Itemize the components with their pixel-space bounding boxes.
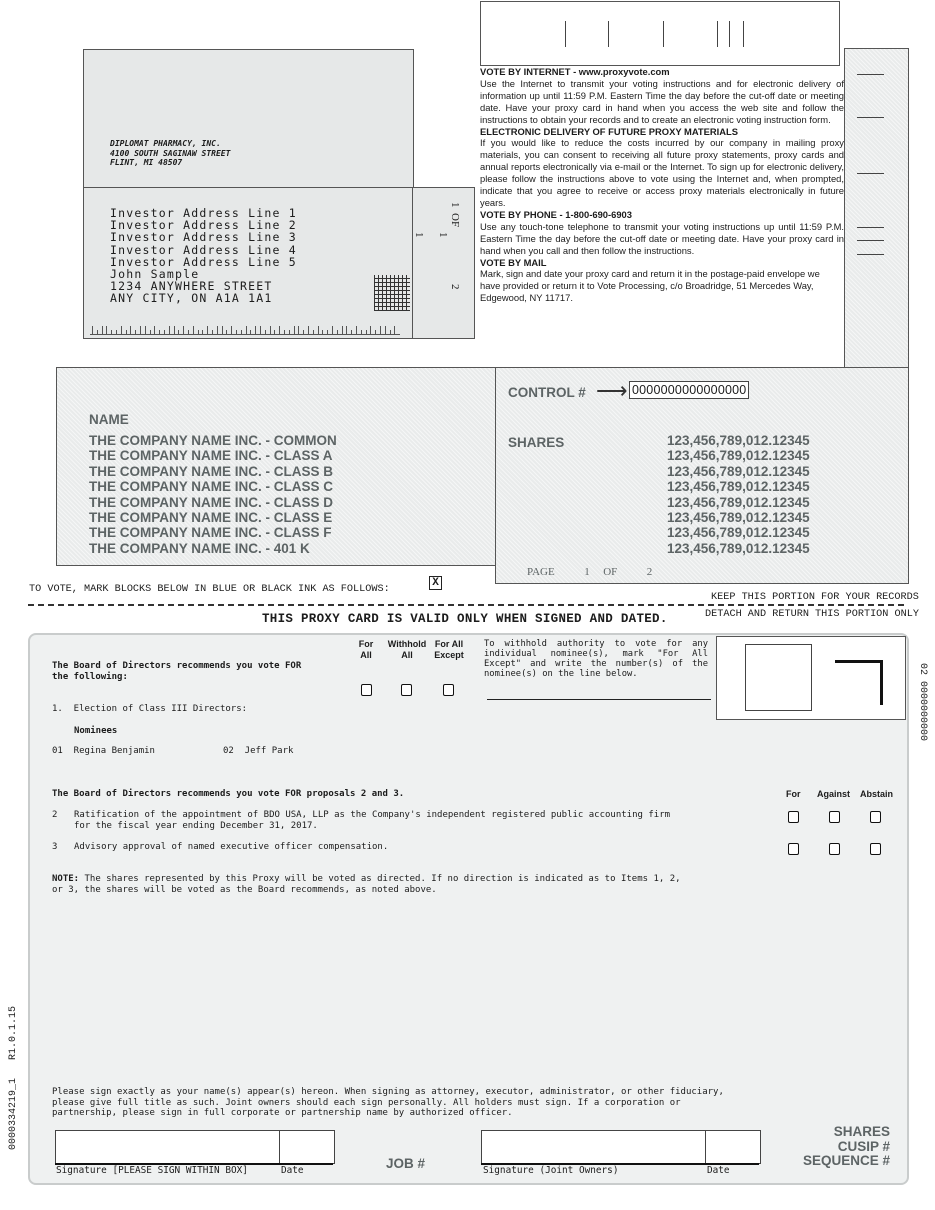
barcode-bar <box>92 326 93 334</box>
nominee-2: 02 Jeff Park <box>223 746 294 756</box>
pager-side-text-2 <box>437 232 449 238</box>
barcode-bar <box>116 330 117 334</box>
footer-shares: SHARES <box>833 1124 890 1139</box>
mail-vote-body: Mark, sign and date your proxy card and return it in the postage-paid envelope we have provided or return it to Vote Processing, c/o Broadridge, 51 Mercedes Way, Edgewood, NY 11717. <box>480 268 820 304</box>
barcode-bar <box>164 330 165 334</box>
pager-side-c: 1 <box>413 232 425 238</box>
barcode-box <box>716 636 906 720</box>
board-recommends-2: The Board of Directors recommends you vote FOR proposals 2 and 3. <box>52 789 405 799</box>
barcode-bar <box>356 326 357 334</box>
item2-abstain-checkbox[interactable] <box>870 811 881 823</box>
company-name: THE COMPANY NAME INC. - COMMON <box>89 433 337 448</box>
company-list <box>89 433 337 556</box>
barcode-bar <box>327 330 328 334</box>
item3-number: 3 <box>52 842 58 852</box>
nominee-1: 01 Regina Benjamin <box>52 746 155 756</box>
barcode-bar <box>246 326 247 334</box>
date-label: Date <box>281 1165 304 1176</box>
barcode-bar <box>236 330 237 334</box>
side-code: 02 0000000000 <box>917 663 928 742</box>
barcode-bar <box>198 330 199 334</box>
sender-panel <box>83 49 414 189</box>
barcode-bar <box>140 326 141 334</box>
page-indicator <box>527 566 652 578</box>
shares-list <box>667 433 810 556</box>
valid-notice: THIS PROXY CARD IS VALID ONLY WHEN SIGNED AND DATED. <box>262 612 668 626</box>
board-recommends-1: The Board of Directors recommends you vote FOR the following: <box>52 661 302 682</box>
barcode-bar <box>289 330 290 334</box>
barcode-bar <box>250 330 251 334</box>
barcode-bar <box>135 330 136 334</box>
left-code: 0000334219_1 R1.0.1.15 <box>8 1006 19 1151</box>
item3-against-checkbox[interactable] <box>829 843 840 855</box>
postal-barcode <box>90 322 400 335</box>
col-withhold-all: Withhold All <box>387 639 427 660</box>
sender-city: FLINT, MI 48507 <box>110 158 183 167</box>
note-label: NOTE: <box>52 874 80 884</box>
vote-instructions <box>480 66 844 304</box>
barcode-bar <box>332 326 333 334</box>
barcode-bar <box>121 326 122 334</box>
corner-mark <box>835 660 883 705</box>
pager-side-text-4 <box>449 284 461 290</box>
nominees-label: Nominees <box>74 726 118 736</box>
joint-signature-box[interactable] <box>481 1130 707 1164</box>
barcode-bar <box>226 330 227 334</box>
barcode-bar <box>159 330 160 334</box>
withhold-note: To withhold authority to vote for any individual nominee(s), mark "For All Except" and write the number(s) of the nominee(s) on the line below. <box>484 639 708 679</box>
barcode-bar <box>255 326 256 334</box>
barcode-bar <box>303 330 304 334</box>
share-count: 123,456,789,012.12345 <box>667 540 810 556</box>
footer-sequence: SEQUENCE # <box>802 1153 890 1168</box>
control-number: 0000000000000000 <box>629 381 749 399</box>
barcode-bar <box>207 326 208 334</box>
company-name: THE COMPANY NAME INC. - CLASS C <box>89 479 334 495</box>
share-count: 123,456,789,012.12345 <box>667 494 810 510</box>
checkbox-withhold-all[interactable] <box>401 684 412 696</box>
barcode-bar <box>260 326 261 334</box>
barcode-bar <box>126 330 127 334</box>
internet-vote-body: Use the Internet to transmit your voting instructions and for electronic delivery of information up until 11:59 P.M. Eastern Time the day before the cut-off date or meeting date. Have your proxy card in hand when you access the web site and follow the instructions to obtain your records and to create an electronic voting instruction form. <box>480 77 844 125</box>
col-for-all-except: For All Except <box>434 639 464 660</box>
barcode-bar <box>150 330 151 334</box>
barcode-bar <box>265 330 266 334</box>
checkbox-for-all[interactable] <box>361 684 372 696</box>
sign-instructions: Please sign exactly as your name(s) appear(s) hereon. When signing as attorney, executor, administrator, or other fiduciary, please give full title as such. Joint owners should each sign personally. All holders must sign. If a corporation or partnership, please sign in full corporate or partnership name by authorized officer. <box>52 1087 724 1118</box>
investor-line: 1234 ANYWHERE STREET <box>110 279 273 294</box>
barcode-bar <box>390 330 391 334</box>
name-label: NAME <box>89 412 129 427</box>
barcode-bar <box>375 330 376 334</box>
item2-text: Ratification of the appointment of BDO USA, LLP as the Company's independent registered public accounting firm for the fiscal year ending December 31, 2017. <box>74 810 671 831</box>
barcode-bar <box>270 326 271 334</box>
barcode-bar <box>346 326 347 334</box>
investor-line: Investor Address Line 3 <box>110 230 297 245</box>
electronic-delivery-body: If you would like to reduce the costs incurred by our company in mailing proxy materials, you can consent to receiving all future proxy statements, proxy cards and annual reports electronically via e-mail or the Internet. To sign up for electronic delivery, please follow the instructions above to vote using the Internet and, when prompted, indicate that you agree to receive or access proxy materials electronically in future years. <box>480 137 844 208</box>
col-against: Against <box>817 789 851 799</box>
except-write-in-line[interactable] <box>487 699 711 700</box>
footer-codes <box>780 1125 890 1169</box>
barcode-bar <box>366 330 367 334</box>
barcode-bar <box>169 326 170 334</box>
sender-address <box>110 139 230 168</box>
pager-side-text <box>449 202 461 227</box>
phone-vote-title: VOTE BY PHONE - 1-800-690-6903 <box>480 208 632 220</box>
joint-date-label: Date <box>707 1165 730 1176</box>
company-name: THE COMPANY NAME INC. - CLASS B <box>89 463 334 479</box>
barcode-bar <box>183 326 184 334</box>
item3-for-checkbox[interactable] <box>788 843 799 855</box>
barcode-bar <box>294 326 295 334</box>
barcode-bar <box>97 330 98 334</box>
pager-side-panel <box>412 187 475 339</box>
share-count: 123,456,789,012.12345 <box>667 510 810 526</box>
investor-line: Investor Address Line 2 <box>110 218 297 233</box>
item2-number: 2 <box>52 810 58 820</box>
item3-text: Advisory approval of named executive officer compensation. <box>74 842 389 852</box>
sender-street: 4100 SOUTH SAGINAW STREET <box>110 148 231 158</box>
holdings-shares-panel <box>495 367 909 584</box>
page-number: 1 <box>584 566 590 578</box>
matrix-code <box>374 275 410 311</box>
internet-vote-title: VOTE BY INTERNET - www.proxyvote.com <box>480 66 670 77</box>
signature-box[interactable] <box>55 1130 281 1164</box>
investor-line: Investor Address Line 4 <box>110 242 297 257</box>
barcode-bar <box>154 326 155 334</box>
detach-portion-label: DETACH AND RETURN THIS PORTION ONLY <box>705 609 919 620</box>
barcode-bar <box>193 326 194 334</box>
holdings-names-panel <box>56 367 497 566</box>
sort-code-box <box>480 1 840 66</box>
item1-title: 1. Election of Class III Directors: <box>52 704 248 714</box>
page-of: OF <box>603 566 618 578</box>
control-label: CONTROL # <box>508 385 586 400</box>
barcode-bar <box>174 326 175 334</box>
barcode-bar <box>102 326 103 334</box>
pager-side-a: 1 <box>449 202 461 208</box>
page-total: 2 <box>646 566 653 578</box>
barcode-bar <box>298 326 299 334</box>
investor-panel <box>83 187 414 339</box>
investor-line: Investor Address Line 5 <box>110 254 297 269</box>
pager-side-of: OF <box>449 213 461 228</box>
sender-name: DIPLOMAT PHARMACY, INC. <box>110 139 221 148</box>
barcode-bar <box>111 330 112 334</box>
share-count: 123,456,789,012.12345 <box>667 433 810 448</box>
investor-address <box>110 207 297 305</box>
share-count: 123,456,789,012.12345 <box>667 525 810 541</box>
company-name: THE COMPANY NAME INC. - CLASS F <box>89 525 332 541</box>
barcode-bar <box>178 330 179 334</box>
barcode-bar <box>318 326 319 334</box>
signature-label: Signature [PLEASE SIGN WITHIN BOX] <box>56 1165 248 1176</box>
barcode-bar <box>279 326 280 334</box>
barcode-bar <box>212 330 213 334</box>
mail-vote-title: VOTE BY MAIL <box>480 256 547 268</box>
checkbox-for-all-except[interactable] <box>443 684 454 696</box>
item2-for-checkbox[interactable] <box>788 811 799 823</box>
company-name: THE COMPANY NAME INC. - 401 K <box>89 540 310 556</box>
joint-date-box[interactable] <box>705 1130 761 1164</box>
barcode-bar <box>145 326 146 334</box>
company-name: THE COMPANY NAME INC. - CLASS E <box>89 510 333 526</box>
ballot-note <box>52 874 692 895</box>
mark-instruction: TO VOTE, MARK BLOCKS BELOW IN BLUE OR BLACK INK AS FOLLOWS: <box>29 584 390 595</box>
barcode-bar <box>361 330 362 334</box>
barcode-bar <box>231 326 232 334</box>
shares-label: SHARES <box>508 435 565 450</box>
barcode-bar <box>337 330 338 334</box>
investor-line: John Sample <box>110 267 200 282</box>
job-number-label: JOB # <box>386 1156 426 1171</box>
arrow-right-icon: ⟶ <box>596 378 628 403</box>
company-name: THE COMPANY NAME INC. - CLASS D <box>89 494 334 510</box>
barcode-bar <box>342 326 343 334</box>
barcode-bar <box>274 330 275 334</box>
company-name: THE COMPANY NAME INC. - CLASS A <box>89 448 333 464</box>
share-count: 123,456,789,012.12345 <box>667 448 810 464</box>
barcode-bar <box>308 326 309 334</box>
barcode-bar <box>380 326 381 334</box>
share-count: 123,456,789,012.12345 <box>667 463 810 479</box>
item3-abstain-checkbox[interactable] <box>870 843 881 855</box>
investor-line: Investor Address Line 1 <box>110 206 297 220</box>
item2-against-checkbox[interactable] <box>829 811 840 823</box>
mark-example-box: X <box>429 576 442 590</box>
barcode-bar <box>202 330 203 334</box>
barcode-bar <box>188 330 189 334</box>
col-abstain: Abstain <box>860 789 894 799</box>
right-tab <box>844 48 909 368</box>
barcode-bar <box>284 330 285 334</box>
barcode-bar <box>106 326 107 334</box>
barcode-bar <box>394 326 395 334</box>
barcode-bar <box>222 326 223 334</box>
joint-signature-label: Signature (Joint Owners) <box>483 1165 619 1176</box>
barcode-bar <box>241 330 242 334</box>
barcode-bar <box>385 326 386 334</box>
footer-cusip: CUSIP # <box>837 1138 890 1154</box>
share-count: 123,456,789,012.12345 <box>667 479 810 495</box>
barcode-bar <box>322 330 323 334</box>
page-label: PAGE <box>527 566 555 578</box>
barcode-bar <box>217 326 218 334</box>
keep-portion-label: KEEP THIS PORTION FOR YOUR RECORDS <box>711 592 919 603</box>
phone-vote-body: Use any touch-tone telephone to transmit your voting instructions up until 11:59 P.M. Eastern Time the day before the cut-off date or meeting date. Have your proxy card in hand when you call and then follow the instructions. <box>480 220 844 256</box>
barcode-bar <box>370 326 371 334</box>
detach-line <box>28 604 904 606</box>
investor-line: ANY CITY, ON A1A 1A1 <box>110 291 273 306</box>
barcode-inner-box <box>745 644 812 711</box>
pager-side-text-3 <box>413 232 425 238</box>
date-box[interactable] <box>279 1130 335 1164</box>
note-text: The shares represented by this Proxy will be voted as directed. If no direction is indicated as to Items 1, 2, or 3, the shares will be voted as the Board recommends, as noted above. <box>52 874 681 895</box>
col-for-all: For All <box>358 639 374 660</box>
electronic-delivery-title: ELECTRONIC DELIVERY OF FUTURE PROXY MATERIALS <box>480 125 739 137</box>
barcode-bar <box>313 330 314 334</box>
pager-side-b: 1 <box>437 232 449 238</box>
barcode-bar <box>351 330 352 334</box>
col-for: For <box>786 789 801 799</box>
barcode-bar <box>130 326 131 334</box>
pager-side-d: 2 <box>449 284 461 290</box>
